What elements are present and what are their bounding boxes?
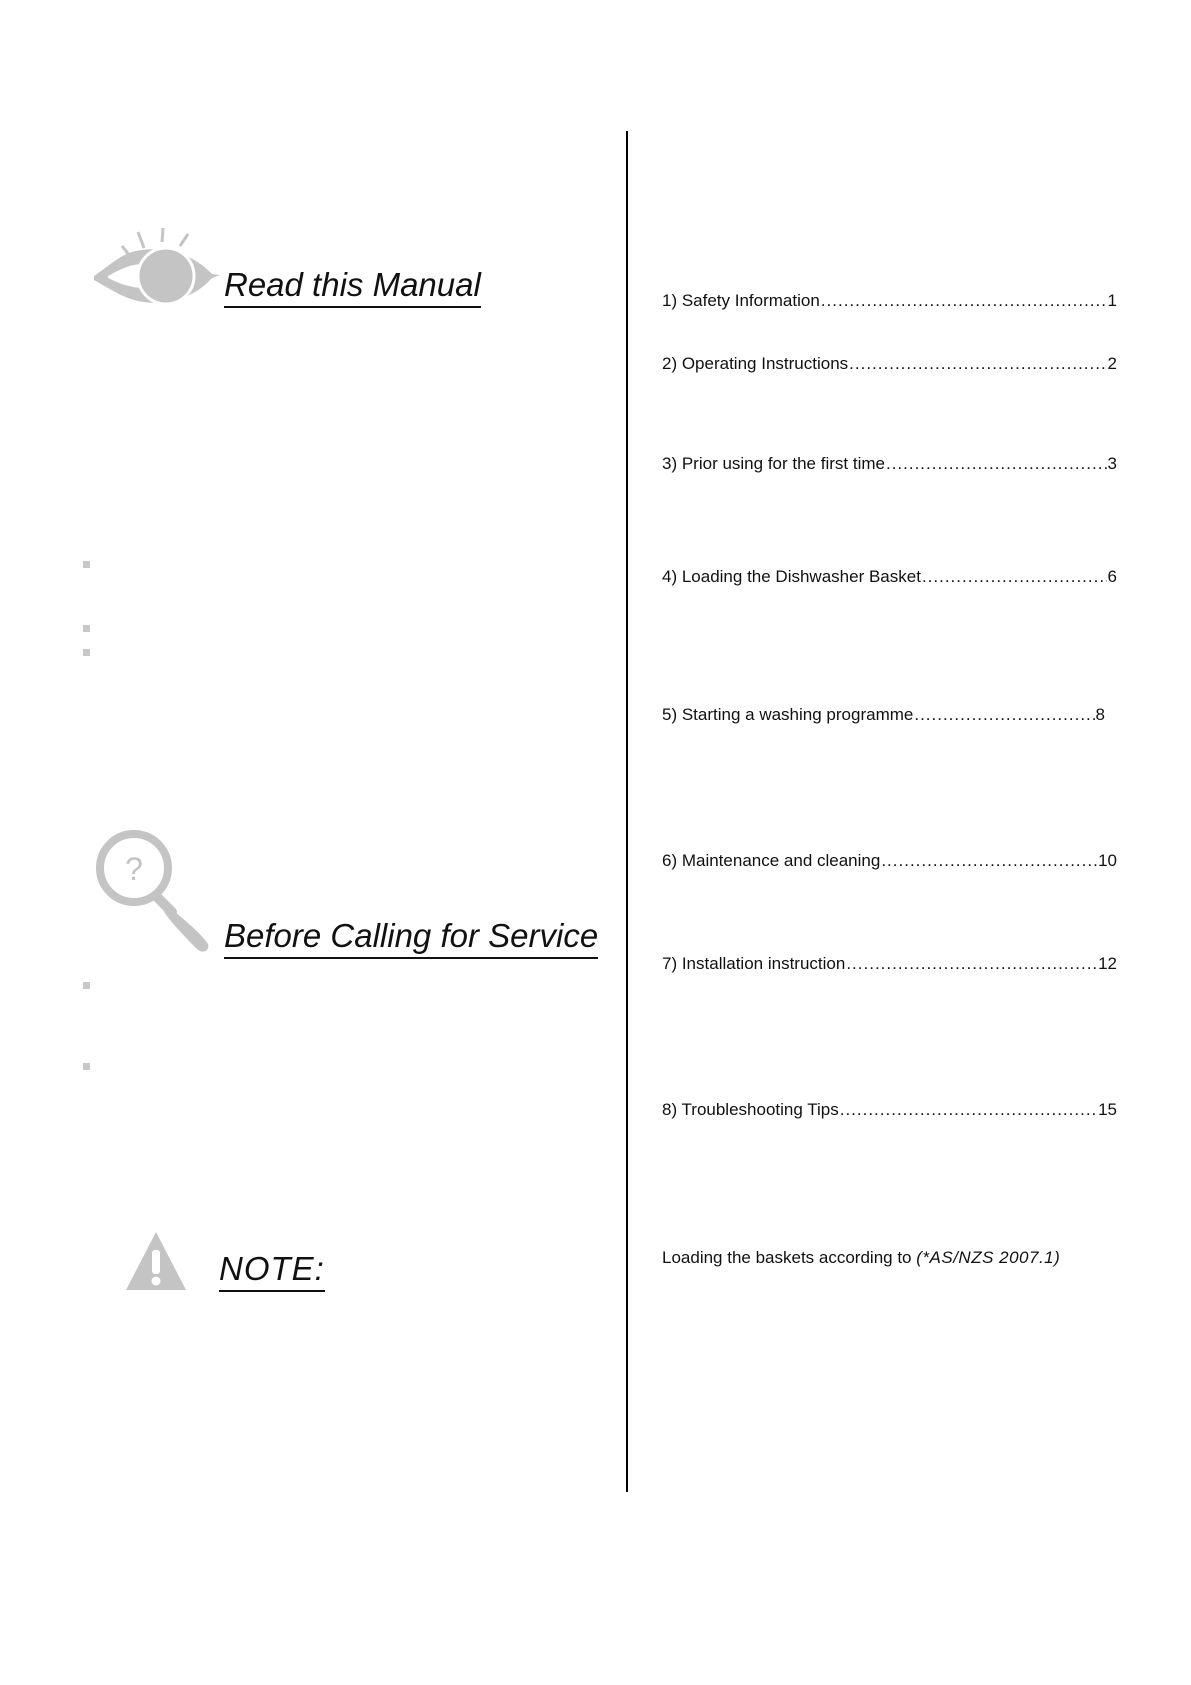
toc-label: 6) Maintenance and cleaning: [662, 851, 881, 870]
toc-label: 2) Operating Instructions: [662, 354, 849, 373]
toc-leader: [922, 566, 1107, 588]
before-calling-heading: Before Calling for Service: [224, 917, 598, 959]
toc-page-number: 1: [1107, 291, 1117, 310]
toc-entry-operating: [662, 353, 1117, 375]
svg-text:?: ?: [125, 851, 143, 887]
standard-reference: (*AS/NZS 2007.1): [916, 1248, 1061, 1267]
bullet-marker: [83, 1063, 90, 1070]
loading-baskets-note: [662, 1247, 1060, 1269]
warning-triangle-icon: [124, 1230, 188, 1292]
toc-entry-installation: [662, 953, 1117, 975]
toc-page-number: 6: [1107, 567, 1117, 586]
toc-leader: [914, 704, 1094, 726]
toc-leader: [881, 850, 1097, 872]
toc-label: 4) Loading the Dishwasher Basket: [662, 567, 921, 586]
magnifier-question-icon: [92, 826, 216, 954]
toc-page-number: 3: [1107, 454, 1117, 473]
toc-label: 7) Installation instruction: [662, 954, 846, 973]
eye-icon: [92, 228, 222, 310]
toc-entry-first-time: [662, 453, 1117, 475]
toc-entry-washing: [662, 704, 1105, 726]
bullet-marker: [83, 561, 90, 568]
toc-page-number: 10: [1098, 851, 1117, 870]
toc-leader: [840, 1099, 1097, 1121]
toc-page-number: 12: [1098, 954, 1117, 973]
toc-entry-troubleshooting: [662, 1099, 1117, 1121]
toc-entry-maintenance: [662, 850, 1117, 872]
toc-label: 5) Starting a washing programme: [662, 705, 914, 724]
toc-page-number: 2: [1107, 354, 1117, 373]
toc-entry-loading: [662, 566, 1117, 588]
toc-label: 3) Prior using for the first time: [662, 454, 885, 473]
toc-label: 1) Safety Information: [662, 291, 820, 310]
toc-page-number: 15: [1098, 1100, 1117, 1119]
column-divider: [626, 131, 628, 1492]
toc-entry-safety: [662, 290, 1117, 312]
toc-leader: [821, 290, 1107, 312]
read-manual-heading: Read this Manual: [224, 266, 481, 308]
toc-page-number: 8: [1095, 705, 1105, 724]
bullet-marker: [83, 982, 90, 989]
bullet-marker: [83, 649, 90, 656]
toc-label: 8) Troubleshooting Tips: [662, 1100, 839, 1119]
toc-leader: [849, 353, 1106, 375]
bullet-marker: [83, 625, 90, 632]
toc-leader: [846, 953, 1097, 975]
loading-baskets-text: Loading the baskets according to: [662, 1248, 917, 1267]
toc-leader: [886, 453, 1107, 475]
note-heading: NOTE:: [219, 1250, 325, 1292]
